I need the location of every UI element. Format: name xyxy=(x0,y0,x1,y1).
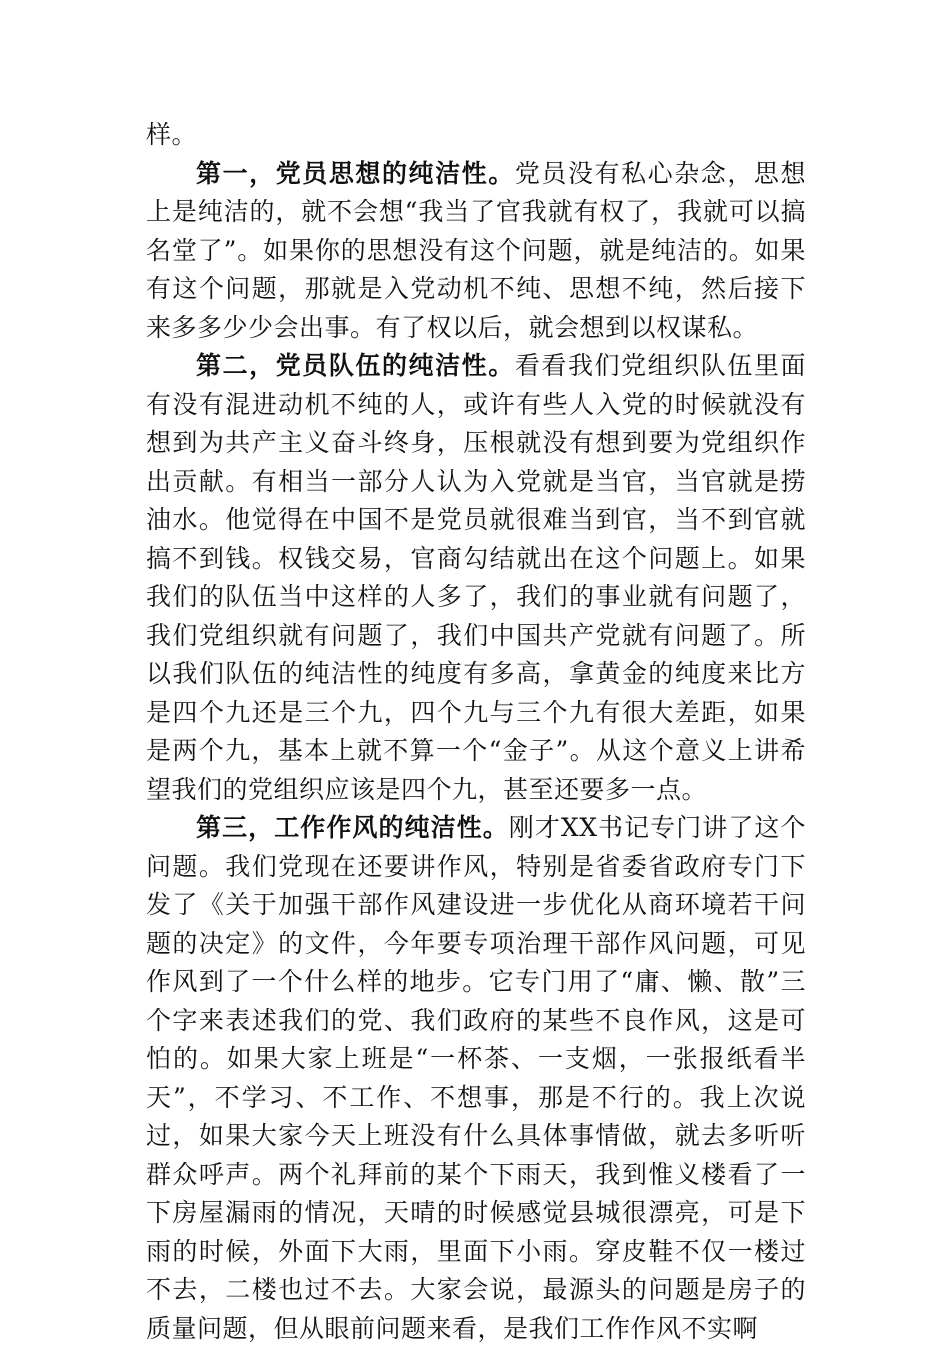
paragraph-text: 看看我们党组织队伍里面有没有混进动机不纯的人，或许有些人入党的时候就没有想到为共产主义奋斗终身，压根就没有想到要为党组织作出贡献。有相当一部分人认为入党就是当官，当官就是捞油水。他觉得在中国不是党员就很难当到官，当不到官就搞不到钱。权钱交易，官商勾结就出在这个问题上。如果我们的队伍当中这样的人多了，我们的事业就有问题了，我们党组织就有问题了，我们中国共产党就有问题了。所以我们队伍的纯洁性的纯度有多高，拿黄金的纯度来比方是四个九还是三个九，四个九与三个九有很大差距，如果是两个九，基本上就不算一个“金子”。从这个意义上讲希望我们的党组织应该是四个九，甚至还要多一点。 xyxy=(146,351,806,804)
paragraph-third xyxy=(146,809,806,1348)
paragraph-text: 党员没有私心杂念，思想上是纯洁的，就不会想“我当了官我就有权了，我就可以搞名堂了”。如果你的思想没有这个问题，就是纯洁的。如果有这个问题，那就是入党动机不纯、思想不纯，然后接下来多多少少会出事。有了权以后，就会想到以权谋私。 xyxy=(146,158,806,342)
document-body xyxy=(146,116,806,1348)
paragraph-heading: 第二，党员队伍的纯洁性。 xyxy=(196,351,515,380)
paragraph-first xyxy=(146,155,806,348)
continued-text: 样。 xyxy=(146,120,198,149)
paragraph-heading: 第三，工作作风的纯洁性。 xyxy=(196,813,509,842)
paragraph-heading: 第一，党员思想的纯洁性。 xyxy=(196,158,515,188)
paragraph-text: 刚才XX书记专门讲了这个问题。我们党现在还要讲作风，特别是省委省政府专门下发了《关于加强干部作风建设进一步优化从商环境若干问题的决定》的文件，今年要专项治理干部作风问题，可见作风到了一个什么样的地步。它专门用了“庸、懒、散”三个字来表述我们的党、我们政府的某些不良作风，这是可怕的。如果大家上班是“一杯茶、一支烟，一张报纸看半天”，不学习、不工作、不想事，那是不行的。我上次说过，如果大家今天上班没有什么具体事情做，就去多听听群众呼声。两个礼拜前的某个下雨天，我到惟义楼看了一下房屋漏雨的情况，天晴的时候感觉县城很漂亮，可是下雨的时候，外面下大雨，里面下小雨。穿皮鞋不仅一楼过不去，二楼也过不去。大家会说，最源头的问题是房子的质量问题，但从眼前问题来看，是我们工作作风不实啊 xyxy=(146,813,806,1343)
paragraph-second xyxy=(146,347,806,809)
